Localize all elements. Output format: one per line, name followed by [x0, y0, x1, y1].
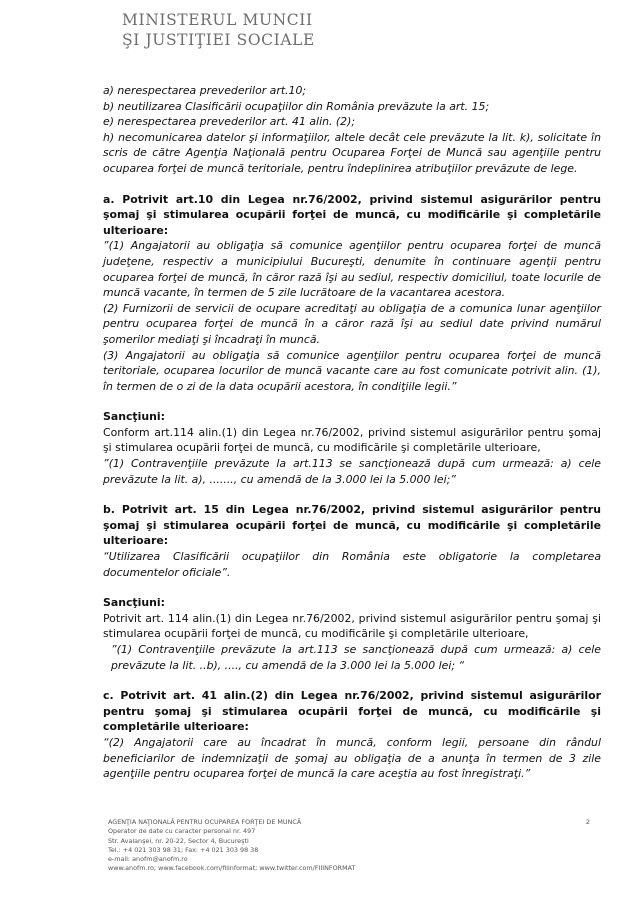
section-a-paragraph-1: ”(1) Angajatorii au obligaţia să comunice agenţiilor pentru ocuparea forţei de muncă judeţene, respectiv a municipiului Bucureşti, denumite în continuare agenţii pentru ocuparea forţei de muncă, în căror rază îşi au sediul, respectiv domiciliul, toate locurile de muncă vacante, în termen de 5 zile lucrătoare de la vacantarea acestora. — [103, 239, 601, 300]
list-item-e: e) nerespectarea prevederilor art. 41 alin. (2); — [103, 115, 356, 129]
section-b-heading: b. Potrivit art. 15 din Legea nr.76/2002, privind sistemul asigurărilor pentru şomaj şi stimularea ocupării forţei de muncă, cu modificările şi completările ulterioare: — [103, 503, 601, 548]
header-line-2: ŞI JUSTIŢIEI SOCIALE — [122, 31, 315, 49]
section-b-quote: “Utilizarea Clasificării ocupaţiilor din România este obligatorie la completarea documentelor oficiale”. — [103, 550, 601, 579]
ministry-logo-header — [122, 10, 315, 50]
footer-address: Str. Avalanşei, nr. 20-22, Sector 4, Bucureşti — [108, 836, 249, 845]
sanctions-title-1: Sancţiuni: — [103, 410, 165, 424]
section-a-paragraph-3: (3) Angajatorii au obligaţia să comunice agenţiilor pentru ocuparea forţei de muncă teritoriale, ocuparea locurilor de muncă vacante care au fost comunicate potrivit alin. (1), în termen de o zi de la data ocupării acestora, în condiţiile legii.” — [103, 348, 601, 393]
section-c-heading: c. Potrivit art. 41 alin.(2) din Legea nr.76/2002, privind sistemul asigurărilor pentru şomaj şi stimularea ocupării forţei de muncă, cu modificările şi completările ulterioare: — [103, 689, 601, 734]
sanctions-text-2: Potrivit art. 114 alin.(1) din Legea nr.76/2002, privind sistemul asigurărilor pentru şomaj şi stimularea ocupării forţei de muncă, cu modificările şi completările ulterioare, — [103, 611, 601, 641]
footer-phone: Tel.: +4 021 303 98 31; Fax: +4 021 303 98 38 — [108, 845, 259, 854]
document-body — [103, 83, 601, 782]
list-item-a: a) nerespectarea prevederilor art.10; — [103, 84, 307, 97]
section-c-quote: “(2) Angajatorii care au încadrat în muncă, conform legii, persoane din rândul beneficiarilor de indemnizaţii de şomaj au obligaţia de a anunţa în termen de 3 zile agenţiile pentru ocuparea forţei de muncă la care aceştia au fost înregistraţi.” — [103, 735, 601, 781]
page-number: 2 — [585, 818, 590, 826]
footer-org: AGENŢIA NAŢIONALĂ PENTRU OCUPAREA FORŢEI DE MUNCĂ — [108, 818, 302, 826]
list-item-b: b) neutilizarea Clasificării ocupaţiilor din România prevăzute la art. 15; — [103, 99, 490, 113]
header-line-1: MINISTERUL MUNCII — [122, 11, 313, 29]
footer-operator: Operator de date cu caracter personal nr. 497 — [108, 827, 256, 836]
sanctions-quote-1: ”(1) Contravenţiile prevăzute la art.113 se sancţionează după cum urmează: a) cele prevăzute la lit. a), ......., cu amendă de la 3.000 lei la 5.000 lei;” — [103, 457, 601, 486]
footer-web: www.anofm.ro; www.facebook.com/fiiinformat; www.twitter.com/FIIINFORMAT — [108, 864, 356, 873]
section-a-heading: a. Potrivit art.10 din Legea nr.76/2002, privind sistemul asigurărilor pentru şomaj şi stimularea ocupării forţei de muncă, cu modificările şi completările ulterioare: — [103, 192, 601, 237]
section-a-paragraph-2: (2) Furnizorii de servicii de ocupare acreditaţi au obligaţia de a comunica lunar agenţiilor pentru ocuparea forţei de muncă în a căror rază îşi au sediul date privind numărul şomerilor mediaţi şi încadraţi în muncă. — [103, 301, 601, 346]
list-item-h: h) necomunicarea datelor şi informaţiilor, altele decât cele prevăzute la lit. k), solicitate în scris de către Agenţia Naţională pentru Ocuparea Forţei de Muncă sau agenţiile pentru ocuparea forţei de muncă teritoriale, pentru îndeplinirea atribuţiilor prevăzute de lege. — [103, 130, 601, 175]
page-footer — [108, 818, 590, 874]
sanctions-text-1: Conform art.114 alin.(1) din Legea nr.76/2002, privind sistemul asigurărilor pentru şomaj şi stimularea ocupării forţei de muncă, cu modificările şi completările ulterioare, — [103, 425, 601, 455]
sanctions-quote-2: ”(1) Contravenţiile prevăzute la art.113 se sancţionează după cum urmează: a) cele prevăzute la lit. ..b), ...., cu amendă de la 3.000 lei la 5.000 lei; “ — [111, 643, 601, 672]
footer-email: e-mail: anofm@anofm.ro — [108, 855, 188, 864]
sanctions-title-2: Sancţiuni: — [103, 596, 165, 610]
